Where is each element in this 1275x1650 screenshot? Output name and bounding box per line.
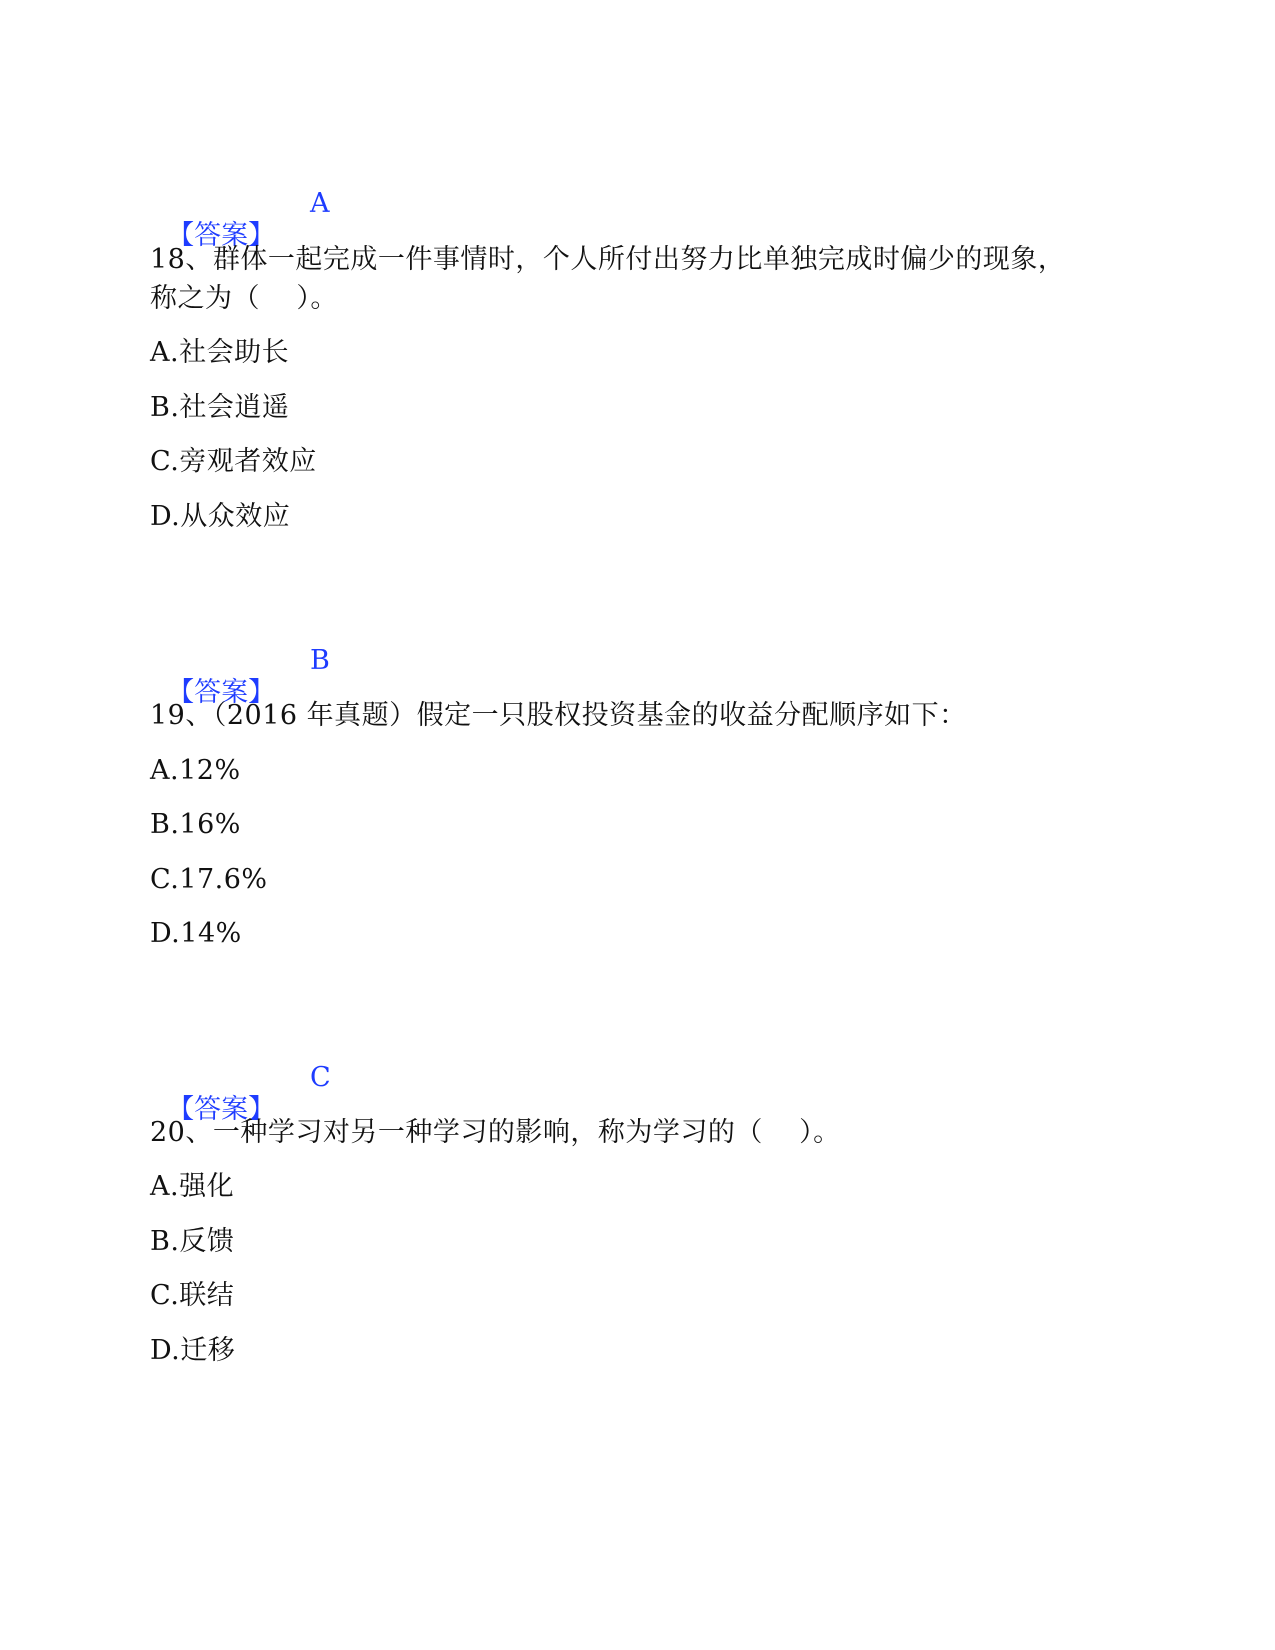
option-a: A.强化 — [150, 1171, 235, 1202]
option-a: A.社会助长 — [150, 337, 290, 368]
option-b: B.反馈 — [150, 1226, 235, 1257]
answer-letter: A — [310, 188, 330, 219]
question-text-line: 称之为（ ）。 — [150, 283, 338, 314]
option-d: D.迁移 — [150, 1335, 236, 1366]
option-a: A.12% — [150, 755, 241, 786]
option-c: C.17.6% — [150, 864, 268, 895]
answer-letter: C — [310, 1062, 331, 1093]
option-c: C.联结 — [150, 1280, 235, 1311]
answer-label: 【答案】 — [167, 220, 276, 251]
answer-label: 【答案】 — [167, 1094, 276, 1125]
question-text-line: 18、群体一起完成一件事情时，个人所付出努力比单独完成时偏少的现象， — [150, 244, 1066, 275]
option-b: B.16% — [150, 809, 241, 840]
answer-letter: B — [310, 645, 330, 676]
option-d: D.从众效应 — [150, 501, 291, 532]
answer-label: 【答案】 — [167, 677, 276, 708]
question-text-line: 19、（2016 年真题）假定一只股权投资基金的收益分配顺序如下： — [150, 700, 967, 731]
option-d: D.14% — [150, 918, 242, 949]
option-c: C.旁观者效应 — [150, 446, 317, 477]
option-b: B.社会逍遥 — [150, 392, 290, 423]
question-text-line: 20、一种学习对另一种学习的影响，称为学习的（ ）。 — [150, 1117, 841, 1148]
